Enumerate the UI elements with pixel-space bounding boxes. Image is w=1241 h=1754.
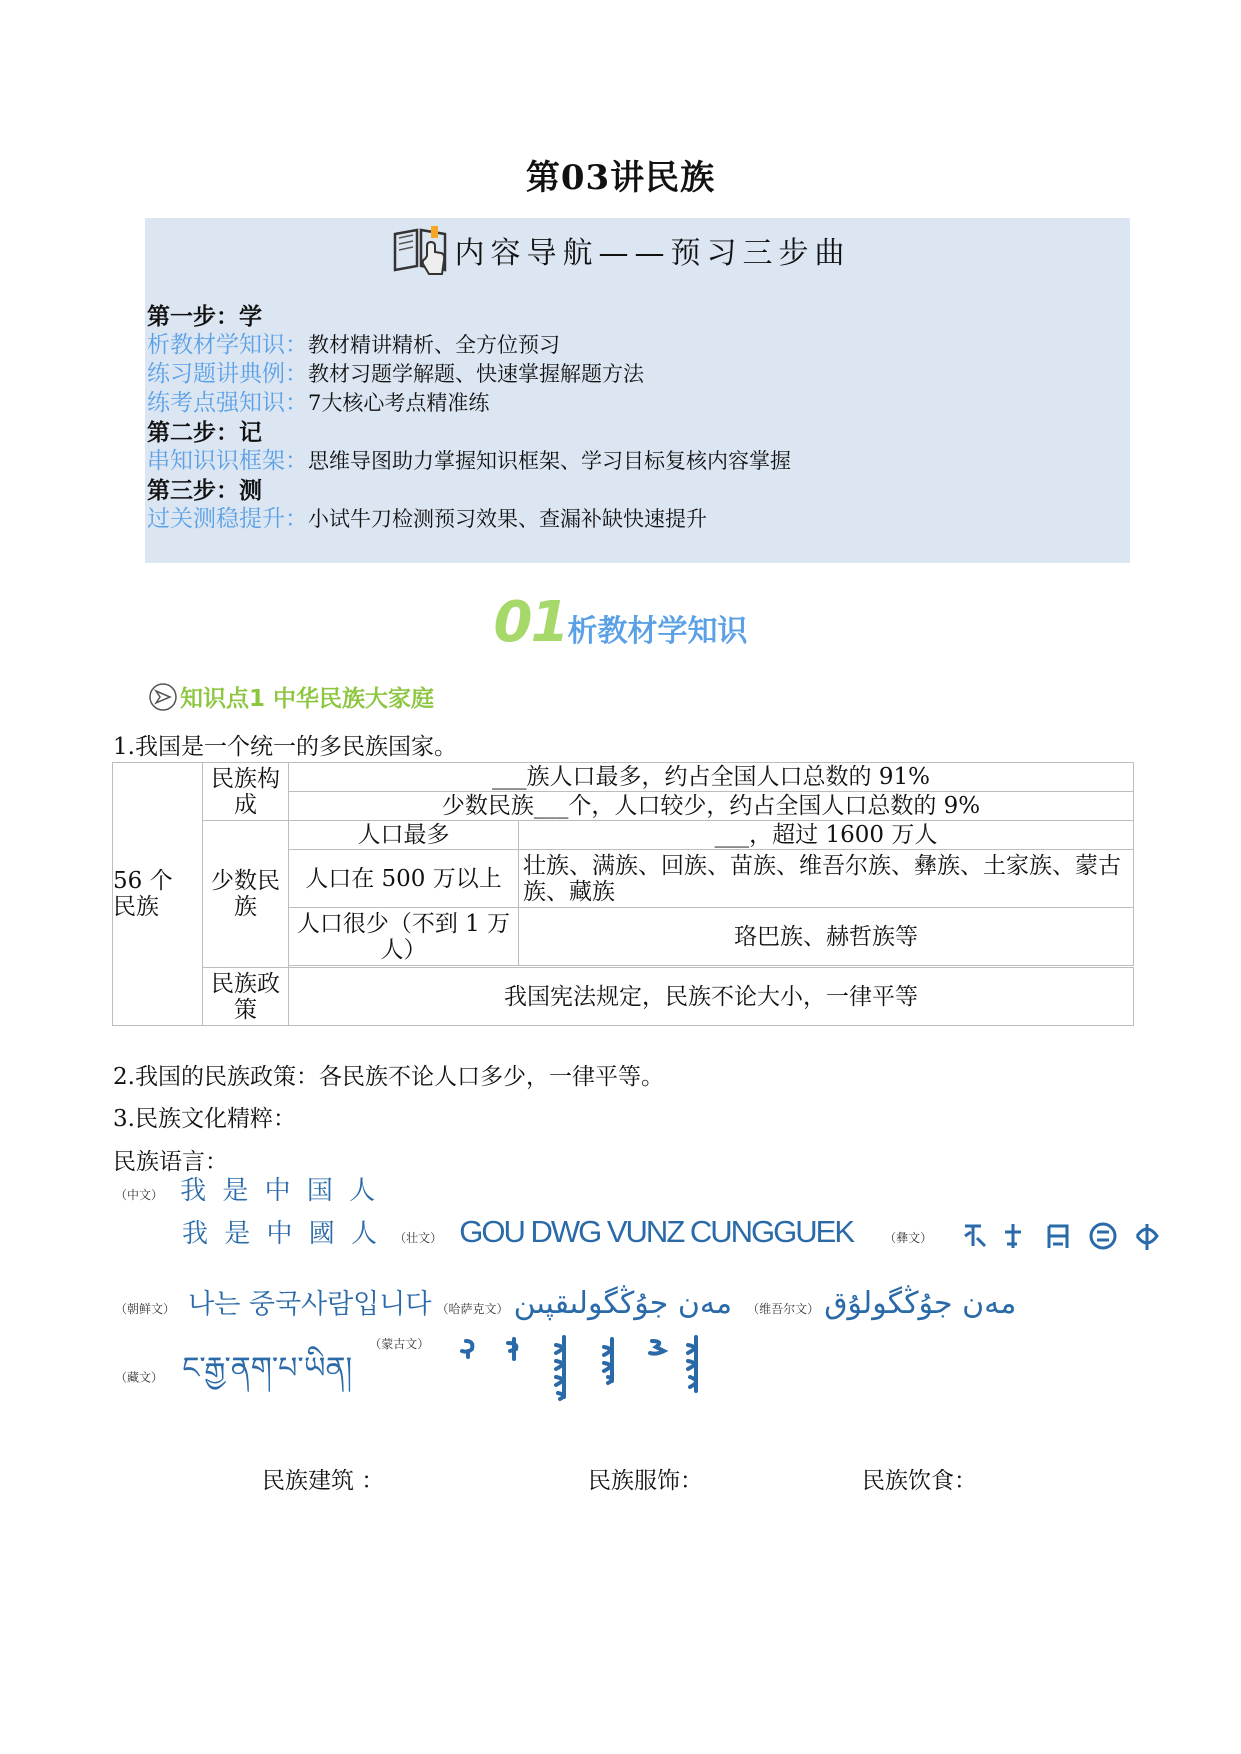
policy-label: 民族政策 <box>203 968 289 1026</box>
pop-few-label: 人口很少（不到 1 万人） <box>289 908 519 966</box>
pop-few-value: 珞巴族、赫哲族等 <box>519 908 1134 966</box>
arrow-circle-icon <box>148 682 178 718</box>
ethnic-table <box>112 762 1134 1026</box>
nav-item-1: 析教材学知识：教材精讲精析、全方位预习 <box>147 332 560 358</box>
chinese-label: （中文） <box>115 1188 164 1202</box>
architecture-label: 民族建筑 ： <box>262 1468 385 1494</box>
policy-value: 我国宪法规定，民族不论大小，一律平等 <box>289 968 1134 1026</box>
knowledge-point-text: 知识点1 中华民族大家庭 <box>180 686 435 712</box>
lang-row-4 <box>115 1335 712 1419</box>
kazakh-label: （哈萨克文） <box>436 1302 509 1316</box>
section-heading <box>0 590 1241 655</box>
lang-row-3 <box>115 1282 1016 1321</box>
section-title: 析教材学知识 <box>567 614 748 649</box>
nav-header <box>0 222 1241 288</box>
mongolian-script-image <box>452 1335 712 1409</box>
uyghur-text: مەن جوُڭگولۇق <box>824 1286 1017 1321</box>
paragraph-2: 2.我国的民族政策：各民族不论人口多少，一律平等。 <box>113 1064 664 1090</box>
paragraph-3: 3.民族文化精粹： <box>113 1106 296 1132</box>
mongolian-label: （蒙古文） <box>369 1337 430 1351</box>
nav-item-3: 练考点强知识：7大核心考点精准练 <box>147 390 490 416</box>
page-title: 第03讲民族 <box>525 158 716 198</box>
nav-item-2: 练习题讲典例：教材习题学解题、快速掌握解题方法 <box>147 361 644 387</box>
nav-item-5: 过关测稳提升：小试牛刀检测预习效果、查漏补缺快速提升 <box>147 506 707 532</box>
composition-label: 民族构成 <box>203 763 289 821</box>
tibetan-label: （藏文） <box>115 1370 164 1385</box>
book-icon <box>391 222 449 288</box>
step3-label: 第三步：测 <box>147 477 262 504</box>
uyghur-label: （维吾尔文） <box>747 1302 820 1316</box>
lang-row-2 <box>182 1213 1169 1258</box>
tibetan-text: ང་རྒྱ་ནག་པ་ཡིན། <box>182 1351 353 1386</box>
minority-label: 少数民族 <box>203 821 289 968</box>
composition-row-2: 少数民族___个，人口较少，约占全国人口总数的 9% <box>289 792 1134 821</box>
nav-item-4: 串知识识框架：思维导图助力掌握知识框架、学习目标复核内容掌握 <box>147 448 791 474</box>
language-heading: 民族语言： <box>113 1149 228 1175</box>
korean-text: 나는 중국사람입니다 <box>188 1289 432 1320</box>
lang-chinese-row <box>115 1170 379 1207</box>
pop-most-label: 人口最多 <box>289 821 519 850</box>
zhuang-text: GOU DWG VUNZ CUNGGUEK <box>459 1214 853 1249</box>
pop-most-value: ___，超过 1600 万人 <box>519 821 1134 850</box>
pop-500-value: 壮族、满族、回族、苗族、维吾尔族、彝族、土家族、蒙古族、藏族 <box>519 850 1134 908</box>
kazakh-text: مەن جوُڭگولىقپىن <box>513 1286 733 1321</box>
section-number: 01 <box>493 590 568 655</box>
pop-500-label: 人口在 500 万以上 <box>289 850 519 908</box>
clothing-label: 民族服饰： <box>588 1468 703 1494</box>
traditional-chinese-text: 我 是 中 國 人 <box>182 1219 382 1249</box>
korean-label: （朝鲜文） <box>115 1302 176 1316</box>
nav-header-text: 内容导航——预习三步曲 <box>454 236 851 271</box>
food-label: 民族饮食： <box>862 1468 977 1494</box>
chinese-text: 我 是 中 国 人 <box>180 1176 380 1206</box>
yi-label: （彝文） <box>884 1231 933 1245</box>
step2-label: 第二步：记 <box>147 419 262 446</box>
knowledge-point-heading <box>148 680 434 718</box>
yi-script-image <box>959 1218 1169 1258</box>
zhuang-label: （壮文） <box>394 1231 443 1245</box>
paragraph-1: 1.我国是一个统一的多民族国家。 <box>113 734 457 760</box>
composition-row-1: ___族人口最多，约占全国人口总数的 91% <box>289 763 1134 792</box>
nav-list <box>147 302 791 534</box>
table-root-cell: 56 个 民族 <box>113 763 203 1026</box>
step1-label: 第一步：学 <box>147 303 262 330</box>
